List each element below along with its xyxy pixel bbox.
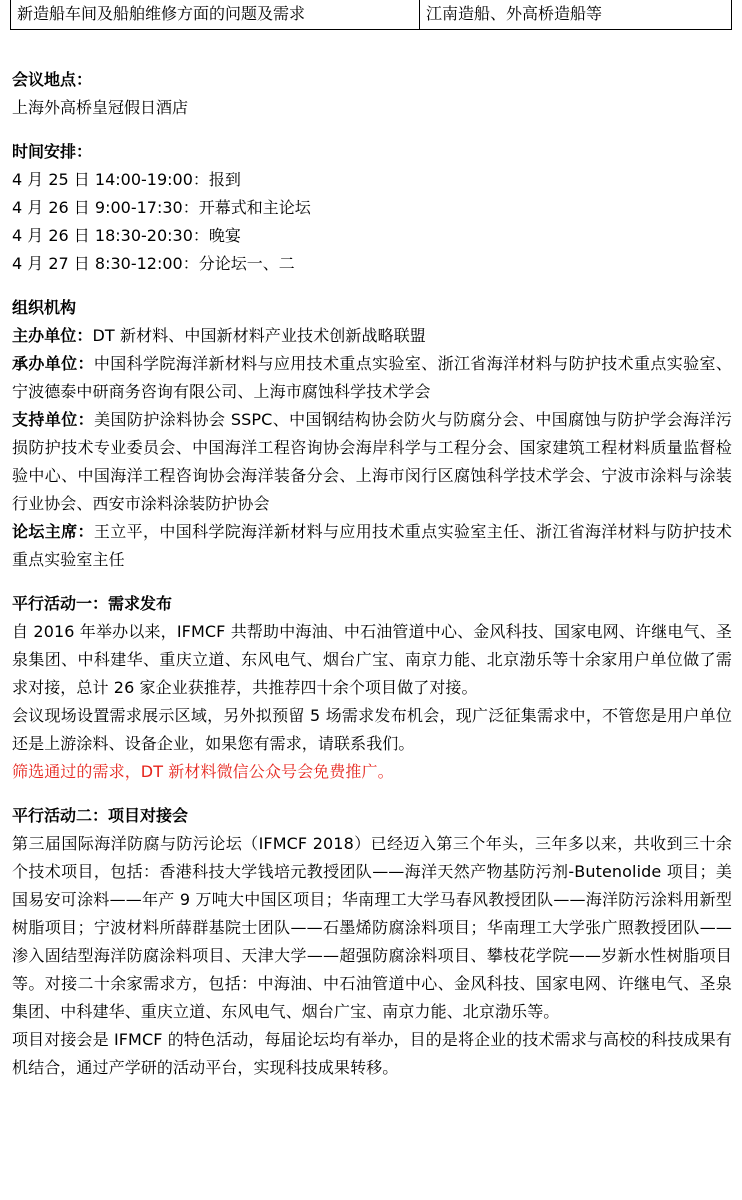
chair-label: 论坛主席：	[12, 522, 94, 541]
activity1-paragraph-2: 会议现场设置需求展示区域，另外拟预留 5 场需求发布机会，现广泛征集需求中，不管您是用户单位还是上游涂料、设备企业，如果您有需求，请联系我们。	[12, 706, 732, 753]
organizer-text: 中国科学院海洋新材料与应用技术重点实验室、浙江省海洋材料与防护技术重点实验室、宁波德泰中研商务咨询有限公司、上海市腐蚀科学技术学会	[12, 354, 732, 401]
host-text: DT 新材料、中国新材料产业技术创新战略联盟	[92, 326, 426, 345]
schedule-item: 4 月 27 日 8:30-12:00：分论坛一、二	[12, 254, 295, 273]
table-cell-topic: 新造船车间及船舶维修方面的问题及需求	[11, 0, 420, 29]
activity2-heading: 平行活动二：项目对接会	[12, 806, 189, 825]
schedule-item: 4 月 25 日 14:00-19:00：报到	[12, 170, 241, 189]
support-paragraph	[12, 406, 732, 518]
activity1-highlight: 筛选通过的需求，DT 新材料微信公众号会免费推广。	[12, 762, 394, 781]
table-cell-companies: 江南造船、外高桥造船等	[426, 4, 603, 23]
document-body	[12, 60, 732, 1082]
chair-paragraph	[12, 518, 732, 574]
activity2-paragraph-2: 项目对接会是 IFMCF 的特色活动，每届论坛均有举办，目的是将企业的技术需求与高校的科技成果有机结合，通过产学研的活动平台，实现科技成果转移。	[12, 1030, 732, 1077]
venue-text: 上海外高桥皇冠假日酒店	[12, 98, 189, 117]
schedule-heading: 时间安排：	[12, 142, 93, 161]
host-paragraph	[12, 322, 732, 350]
schedule-item: 4 月 26 日 18:30-20:30：晚宴	[12, 226, 241, 245]
host-label: 主办单位：	[12, 326, 93, 345]
venue-heading: 会议地点：	[12, 70, 93, 89]
schedule-item: 4 月 26 日 9:00-17:30：开幕式和主论坛	[12, 198, 311, 217]
requirements-table-row	[10, 0, 732, 30]
chair-text: 王立平，中国科学院海洋新材料与应用技术重点实验室主任、浙江省海洋材料与防护技术重点实验室主任	[12, 522, 732, 569]
support-label: 支持单位：	[12, 410, 95, 429]
org-heading: 组织机构	[12, 298, 77, 317]
activity1-paragraph: 自 2016 年举办以来，IFMCF 共帮助中海油、中石油管道中心、金风科技、国家电网、许继电气、圣泉集团、中科建华、重庆立道、东风电气、烟台广宝、南京力能、北京渤乐等十余家用户单位做了需求对接，总计 26 家企业获推荐，共推荐四十余个项目做了对接。	[12, 622, 732, 697]
organizer-label: 承办单位：	[12, 354, 94, 373]
activity1-heading: 平行活动一：需求发布	[12, 594, 173, 613]
activity2-paragraph: 第三届国际海洋防腐与防污论坛（IFMCF 2018）已经迈入第三个年头，三年多以来，共收到三十余个技术项目，包括：香港科技大学钱培元教授团队——海洋天然产物基防污剂-Butenolide 项目；美国易安可涂料——年产 9 万吨大中国区项目；华南理工大学马春风教授团队——海洋防污涂料用新型树脂项目；宁波材料所薛群基院士团队——石墨烯防腐涂料项目；华南理工大学张广照教授团队——渗入固结型海洋防腐涂料项目、天津大学——超强防腐涂料项目、攀枝花学院——岁新水性树脂项目等。对接二十余家需求方，包括：中海油、中石油管道中心、金风科技、国家电网、许继电气、圣泉集团、中科建华、重庆立道、东风电气、烟台广宝、南京力能、北京渤乐等。	[12, 834, 732, 1021]
organizer-paragraph	[12, 350, 732, 406]
support-text: 美国防护涂料协会 SSPC、中国钢结构协会防火与防腐分会、中国腐蚀与防护学会海洋污损防护技术专业委员会、中国海洋工程咨询协会海岸科学与工程分会、国家建筑工程材料质量监督检验中心、中国海洋工程咨询协会海洋装备分会、上海市闵行区腐蚀科学技术学会、宁波市涂料与涂装行业协会、西安市涂料涂装防护协会	[12, 410, 732, 513]
